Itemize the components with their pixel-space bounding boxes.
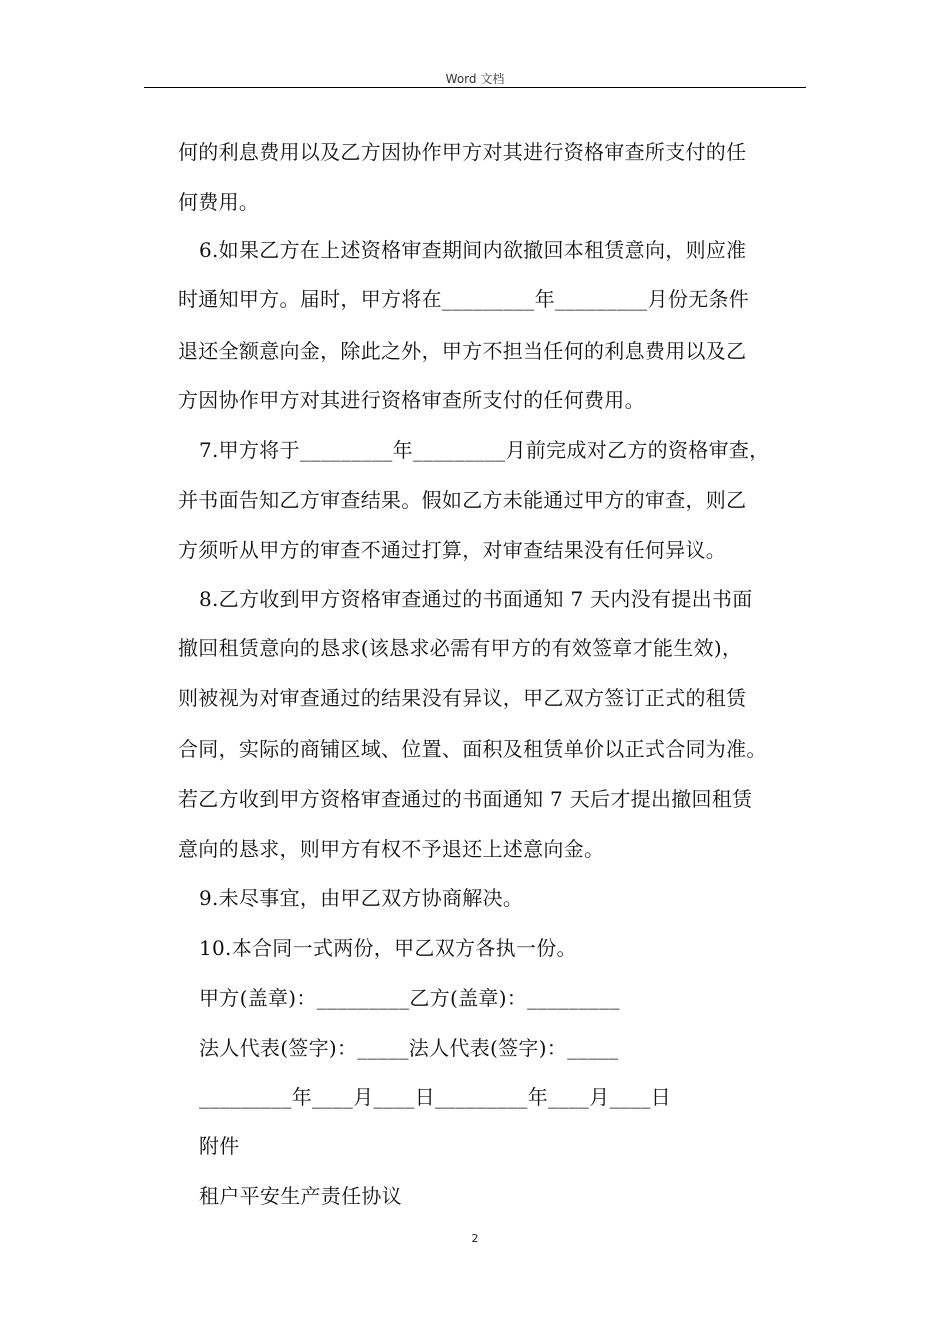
- body-line: 7.甲方将于_________年_________月前完成对乙方的资格审查，: [199, 438, 770, 462]
- body-line: 方须听从甲方的审查不通过打算，对审查结果没有任何异议。: [178, 538, 727, 562]
- body-line: 时通知甲方。届时，甲方将在_________年_________月份无条件: [178, 287, 750, 311]
- page-header-title: Word 文档: [445, 72, 505, 86]
- signature-line-date: _________年____月____日_________年____月____日: [199, 1085, 671, 1109]
- body-line: 退还全额意向金，除此之外，甲方不担当任何的利息费用以及乙: [178, 339, 747, 363]
- body-line: 何费用。: [178, 190, 260, 214]
- body-line: 6.如果乙方在上述资格审查期间内欲撤回本租赁意向，则应准: [199, 238, 747, 262]
- signature-line-rep: 法人代表(签字)：_____法人代表(签字)：_____: [199, 1036, 619, 1060]
- header-divider: [144, 87, 806, 88]
- body-line: 合同，实际的商铺区域、位置、面积及租赁单价以正式合同为准。: [178, 737, 767, 761]
- body-line: 何的利息费用以及乙方因协作甲方对其进行资格审查所支付的任: [178, 140, 747, 164]
- body-line: 方因协作甲方对其进行资格审查所支付的任何费用。: [178, 388, 645, 412]
- attachment-title: 租户平安生产责任协议: [199, 1184, 402, 1208]
- body-line: 则被视为对审查通过的结果没有异议，甲乙双方签订正式的租赁: [178, 686, 747, 710]
- body-line: 撤回租赁意向的恳求(该恳求必需有甲方的有效签章才能生效)，: [178, 636, 743, 660]
- signature-line-seal: 甲方(盖章)：_________乙方(盖章)：_________: [199, 986, 620, 1010]
- page-number: 2: [471, 1232, 479, 1245]
- body-line: 若乙方收到甲方资格审查通过的书面通知 7 天后才提出撤回租赁: [178, 787, 753, 811]
- body-line: 并书面告知乙方审查结果。假如乙方未能通过甲方的审查，则乙: [178, 488, 747, 512]
- body-line: 10.本合同一式两份，甲乙双方各执一份。: [199, 936, 577, 960]
- attachment-label: 附件: [199, 1134, 240, 1158]
- body-line: 8.乙方收到甲方资格审查通过的书面通知 7 天内没有提出书面: [199, 587, 753, 611]
- body-line: 意向的恳求，则甲方有权不予退还上述意向金。: [178, 837, 605, 861]
- body-line: 9.未尽事宜，由甲乙双方协商解决。: [199, 886, 524, 910]
